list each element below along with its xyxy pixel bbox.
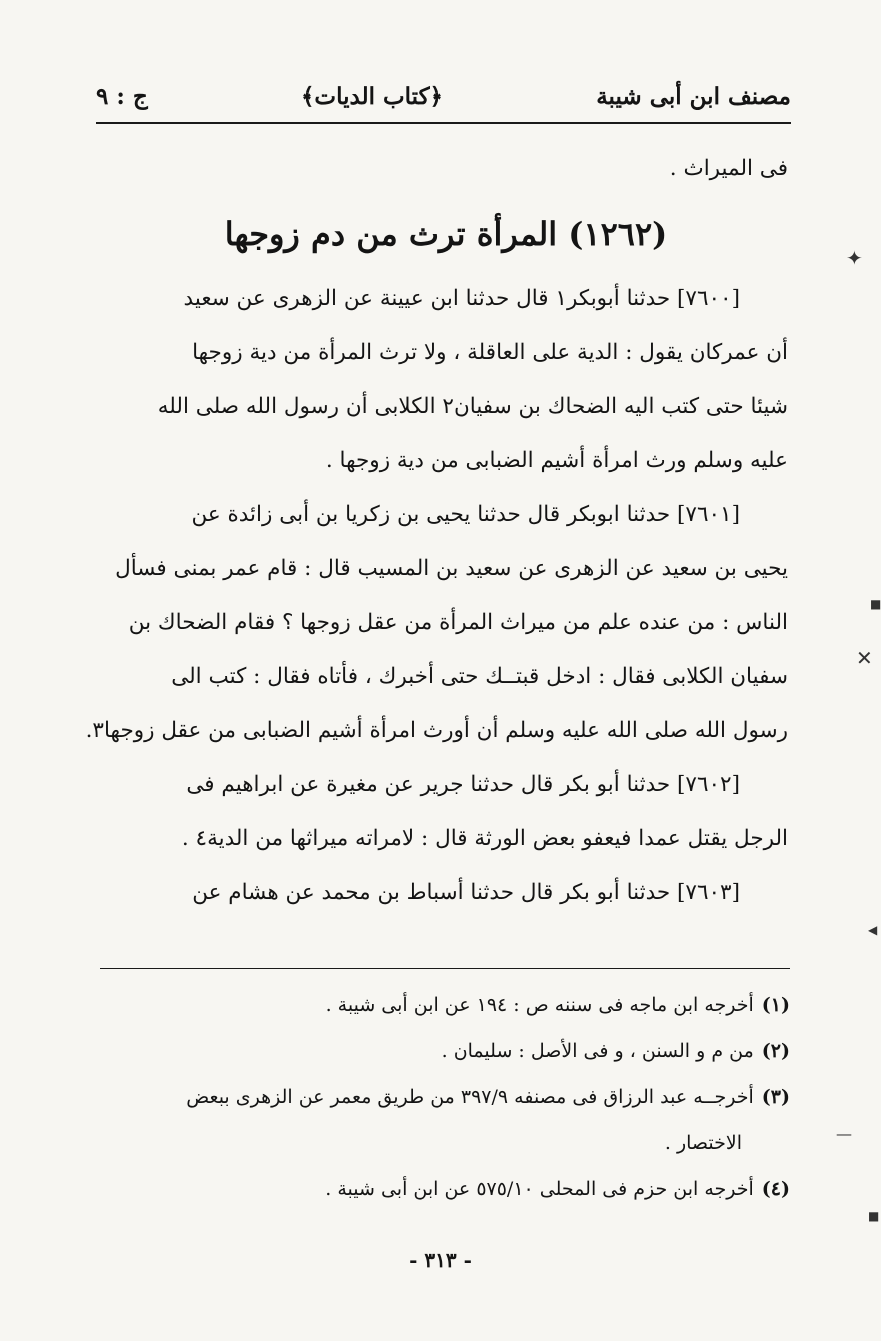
text-line: [٧٦٠٣] حدثنا أبو بكر قال حدثنا أسباط بن محمد عن هشام عن bbox=[192, 880, 740, 905]
hadith-7600 bbox=[104, 272, 788, 488]
text-line: [٧٦٠٠] حدثنا أبوبكر١ قال حدثنا ابن عيينة عن الزهرى عن سعيد bbox=[183, 286, 740, 311]
text-line: عليه وسلم ورث امرأة أشيم الضبابى من دية زوجها . bbox=[325, 448, 788, 473]
main-text bbox=[85, 142, 788, 920]
hadith-7602 bbox=[104, 758, 788, 866]
hadith-7601 bbox=[85, 488, 788, 758]
text-line: [٧٦٠١] حدثنا ابوبكر قال حدثنا يحيى بن زكريا بن أبى زائدة عن bbox=[191, 502, 740, 527]
text-line: شيئا حتى كتب اليه الضحاك بن سفيان٢ الكلابى أن رسول الله صلى الله bbox=[157, 394, 788, 419]
footnote bbox=[100, 982, 790, 1028]
page-number: - ٣١٣ - bbox=[409, 1248, 472, 1272]
text-line: رسول الله صلى الله عليه وسلم أن أورث امرأة أشيم الضبابى من عقل زوجها٣. bbox=[85, 718, 788, 743]
footnote bbox=[100, 1028, 790, 1074]
scan-speck-icon: ■ bbox=[868, 1209, 880, 1223]
scan-speck-icon: ■ bbox=[870, 597, 881, 611]
footnote bbox=[100, 1074, 790, 1120]
footnote-number: (٣) bbox=[761, 1086, 790, 1108]
footnote-text: أخرجه ابن حزم فى المحلى ٥٧٥/١٠ عن ابن أبى شيبة . bbox=[325, 1178, 754, 1200]
footnote-continuation bbox=[100, 1120, 790, 1166]
continuation-line: فى الميراث . bbox=[669, 156, 788, 181]
header-rule bbox=[96, 122, 791, 124]
section-heading: (١٢٦٢) المرأة ترث من دم زوجها bbox=[224, 215, 668, 253]
scan-speck-icon: ✕ bbox=[856, 646, 873, 670]
running-header bbox=[96, 76, 791, 116]
text-line: [٧٦٠٢] حدثنا أبو بكر قال حدثنا جرير عن مغيرة عن ابراهيم فى bbox=[186, 772, 740, 797]
footnotes bbox=[100, 982, 790, 1212]
text-line: سفيان الكلابى فقال : ادخل قبتــك حتى أخبرك ، فأتاه فقال : كتب الى bbox=[171, 664, 788, 689]
volume-number: ج : ٩ bbox=[96, 82, 148, 110]
footnote-text: الاختصار . bbox=[664, 1132, 742, 1154]
footnote-rule bbox=[100, 968, 790, 969]
footnote-text: أخرجه ابن ماجه فى سننه ص : ١٩٤ عن ابن أبى شيبة . bbox=[325, 994, 754, 1016]
chapter-title: ﴿كتاب الديات﴾ bbox=[300, 82, 443, 110]
text-line: الرجل يقتل عمدا فيعفو بعض الورثة قال : لامراته ميراثها من الدية٤ . bbox=[181, 826, 788, 851]
text-line: يحيى بن سعيد عن الزهرى عن سعيد بن المسيب قال : قام عمر بمنى فسأل bbox=[115, 556, 788, 581]
scan-speck-icon: — bbox=[836, 1124, 852, 1143]
text-line: الناس : من عنده علم من ميراث المرأة من عقل زوجها ؟ فقام الضحاك بن bbox=[128, 610, 788, 635]
footnote-number: (٤) bbox=[761, 1178, 790, 1200]
text-line: أن عمركان يقول : الدية على العاقلة ، ولا ترث المرأة من دية زوجها bbox=[192, 340, 788, 365]
footnote bbox=[100, 1166, 790, 1212]
footnote-text: من م و السنن ، و فى الأصل : سليمان . bbox=[441, 1040, 754, 1062]
book-title: مصنف ابن أبى شيبة bbox=[596, 82, 791, 110]
scan-speck-icon: ✦ bbox=[846, 246, 863, 270]
hadith-7603 bbox=[104, 866, 788, 920]
footnote-number: (١) bbox=[761, 994, 790, 1016]
footnote-number: (٢) bbox=[761, 1040, 790, 1062]
footnote-text: أخرجــه عبد الرزاق فى مصنفه ٣٩٧/٩ من طريق معمر عن الزهرى ببعض bbox=[186, 1086, 754, 1108]
scan-speck-icon: ◀ bbox=[868, 923, 878, 937]
